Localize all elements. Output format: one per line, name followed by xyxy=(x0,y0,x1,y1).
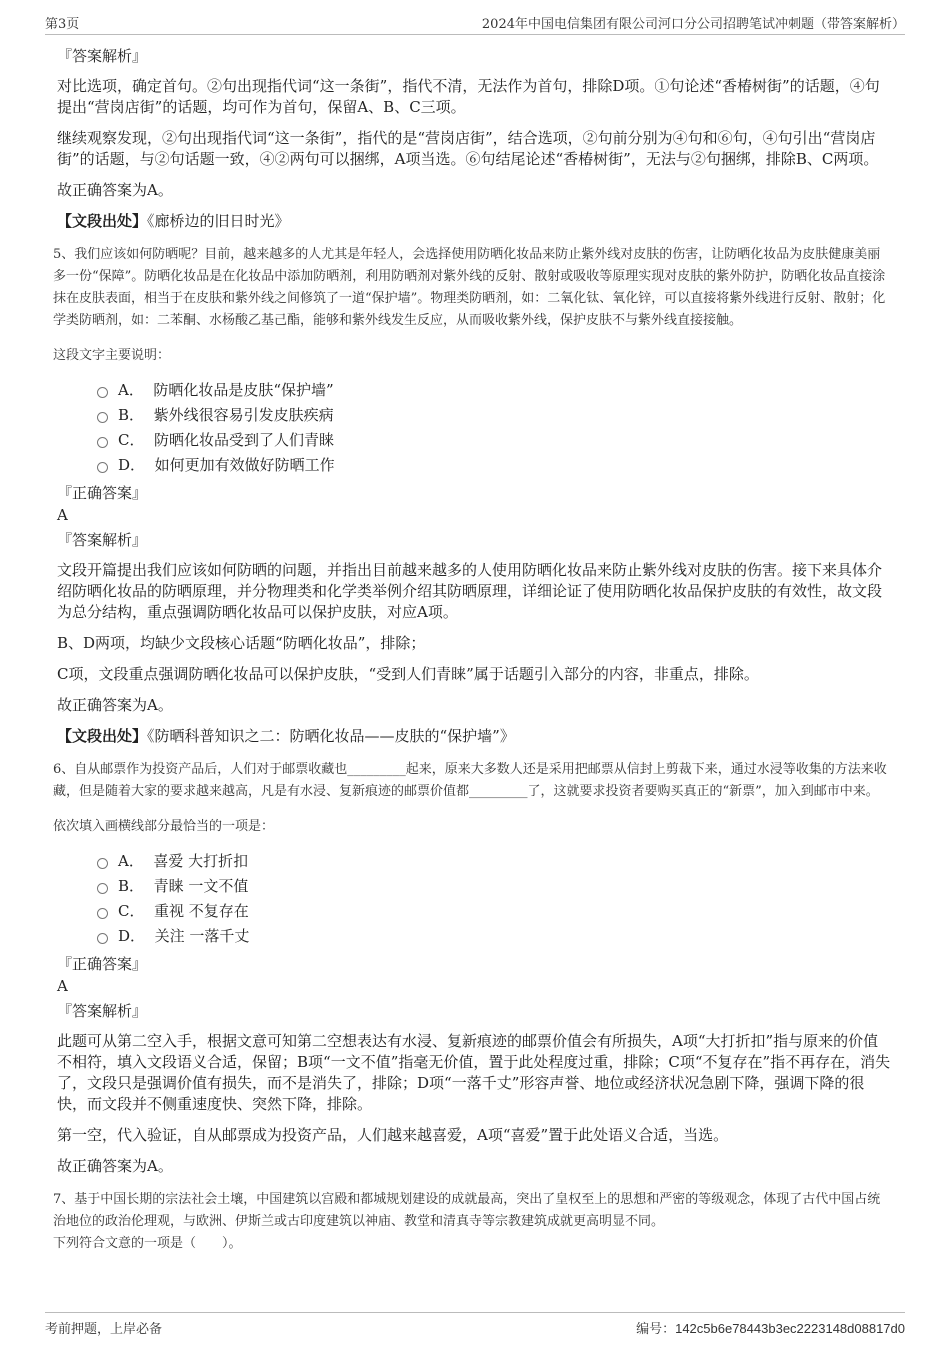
option-a[interactable]: A． 喜爱 大打折扣 xyxy=(97,848,893,873)
page-number: 第3页 xyxy=(45,17,80,32)
question-7-text: 7、基于中国长期的宗法社会土壤，中国建筑以宫殿和都城规划建设的成就最高，突出了皇权至上的思想和严密的等级观念，体现了古代中国占统治地位的政治伦理观，与欧洲、伊斯兰或古印度建筑以神庙、教堂和清真寺等宗教建筑成就更高明显不同。 xyxy=(53,1192,881,1229)
analysis-paragraph: 此题可从第二空入手，根据文意可知第二空想表达有水浸、复新痕迹的邮票价值会有所损失，A项“大打折扣”指与原来的价值不相符，填入文段语义合适，保留；B项“一文不值”指毫无价值，置于此处程度过重，排除；C项“不复存在”指不再存在，消失了，文段只是强调价值有损失，而不是消失了，排除；D项“一落千丈”形容声誉、地位或经济状况急剧下降，强调下降的很快，而文段并不侧重速度快、突然下降，排除。 xyxy=(57,1032,891,1113)
question-5-prompt: 这段文字主要说明： xyxy=(53,348,171,363)
source-title: 《防晒科普知识之二：防晒化妆品——皮肤的“保护墙”》 xyxy=(147,727,515,745)
radio-icon[interactable] xyxy=(97,412,108,423)
analysis-paragraph: 故正确答案为A。 xyxy=(57,181,173,199)
correct-answer: A xyxy=(57,506,68,524)
option-b[interactable]: B． 青睐 一文不值 xyxy=(97,873,893,898)
question-6-prompt: 依次填入画横线部分最恰当的一项是： xyxy=(53,819,275,834)
option-d[interactable]: D． 关注 一落千丈 xyxy=(97,923,893,948)
page-footer xyxy=(45,1312,905,1337)
analysis-paragraph: 对比选项，确定首句。②句出现指代词“这一条街”，指代不清，无法作为首句，排除D项。①句论述“香椿树街”的话题，④句提出“营岗店街”的话题，均可作为首句，保留A、B、C三项。 xyxy=(57,77,880,116)
page-header xyxy=(45,10,905,35)
analysis-paragraph: 故正确答案为A。 xyxy=(57,696,173,714)
option-c[interactable]: C． 重视 不复存在 xyxy=(97,898,893,923)
option-a[interactable]: A． 防晒化妆品是皮肤“保护墙” xyxy=(97,377,893,402)
question-6-text: 6、自从邮票作为投资产品后，人们对于邮票收藏也_________起来，原来大多数人还是采用把邮票从信封上剪裁下来，通过水浸等收集的方法来收藏，但是随着大家的要求越来越高，凡是有水浸、复新痕迹的邮票价值都_________了，这就要求投资者要购买真正的“新票”，加入到邮市中来。 xyxy=(53,762,887,799)
option-b[interactable]: B． 紫外线很容易引发皮肤疾病 xyxy=(97,402,893,427)
question-7-prompt: 下列符合文意的一项是（ ）。 xyxy=(53,1236,242,1251)
source-title: 《廊桥边的旧日时光》 xyxy=(147,212,290,230)
analysis-paragraph: 第一空，代入验证，自从邮票成为投资产品，人们越来越喜爱，A项“喜爱”置于此处语义合适，当选。 xyxy=(57,1126,729,1144)
radio-icon[interactable] xyxy=(97,387,108,398)
source-label: 【文段出处】 xyxy=(57,212,148,230)
source-line xyxy=(57,211,893,232)
analysis-label: 『答案解析』 xyxy=(57,47,148,65)
option-c[interactable]: C． 防晒化妆品受到了人们青睐 xyxy=(97,427,893,452)
correct-answer: A xyxy=(57,977,68,995)
footer-slogan: 考前押题，上岸必备 xyxy=(45,1322,163,1337)
option-d[interactable]: D． 如何更加有效做好防晒工作 xyxy=(97,452,893,477)
document-title: 2024年中国电信集团有限公司河口分公司招聘笔试冲刺题（带答案解析） xyxy=(481,17,905,32)
analysis-label: 『答案解析』 xyxy=(57,531,148,549)
source-line xyxy=(57,726,893,747)
question-5-options xyxy=(97,377,893,477)
page-content xyxy=(53,40,893,1255)
radio-icon[interactable] xyxy=(97,462,108,473)
question-6-options xyxy=(97,848,893,948)
analysis-paragraph: C项，文段重点强调防晒化妆品可以保护皮肤，“受到人们青睐”属于话题引入部分的内容，非重点，排除。 xyxy=(57,665,759,683)
analysis-paragraph: B、D两项，均缺少文段核心话题“防晒化妆品”，排除； xyxy=(57,634,426,652)
answer-label: 『正确答案』 xyxy=(57,955,148,973)
question-5-text: 5、我们应该如何防晒呢？目前，越来越多的人尤其是年轻人，会选择使用防晒化妆品来防止紫外线对皮肤的伤害，让防晒化妆品为皮肤健康美丽多一份“保障”。防晒化妆品是在化妆品中添加防晒剂，利用防晒剂对紫外线的反射、散射或吸收等原理实现对皮肤的紫外防护，防晒化妆品直接涂抹在皮肤表面，相当于在皮肤和紫外线之间修筑了一道“保护墙”。物理类防晒剂，如：二氧化钛、氧化锌，可以直接将紫外线进行反射、散射；化学类防晒剂，如：二苯酮、水杨酸乙基己酯，能够和紫外线发生反应，从而吸收紫外线，保护皮肤不与紫外线直接接触。 xyxy=(53,247,886,328)
radio-icon[interactable] xyxy=(97,933,108,944)
radio-icon[interactable] xyxy=(97,908,108,919)
source-label: 【文段出处】 xyxy=(57,727,148,745)
radio-icon[interactable] xyxy=(97,437,108,448)
answer-label: 『正确答案』 xyxy=(57,484,148,502)
footer-code: 编号：142c5b6e78443b3ec2223148d08817d0 xyxy=(636,1321,905,1337)
radio-icon[interactable] xyxy=(97,858,108,869)
analysis-paragraph: 故正确答案为A。 xyxy=(57,1157,173,1175)
analysis-paragraph: 文段开篇提出我们应该如何防晒的问题，并指出目前越来越多的人使用防晒化妆品来防止紫外线对皮肤的伤害。接下来具体介绍防晒化妆品的防晒原理，并分物理类和化学类举例介绍其防晒原理，详细论证了使用防晒化妆品保护皮肤的有效性，故文段为总分结构，重点强调防晒化妆品可以保护皮肤，对应A项。 xyxy=(57,561,883,621)
analysis-label: 『答案解析』 xyxy=(57,1002,148,1020)
radio-icon[interactable] xyxy=(97,883,108,894)
analysis-paragraph: 继续观察发现，②句出现指代词“这一条街”，指代的是“营岗店街”，结合选项，②句前分别为④句和⑥句，④句引出“营岗店街”的话题，与②句话题一致，④②两句可以捆绑，A项当选。⑥句结尾论述“香椿树街”，无法与②句捆绑，排除B、C两项。 xyxy=(57,129,879,168)
